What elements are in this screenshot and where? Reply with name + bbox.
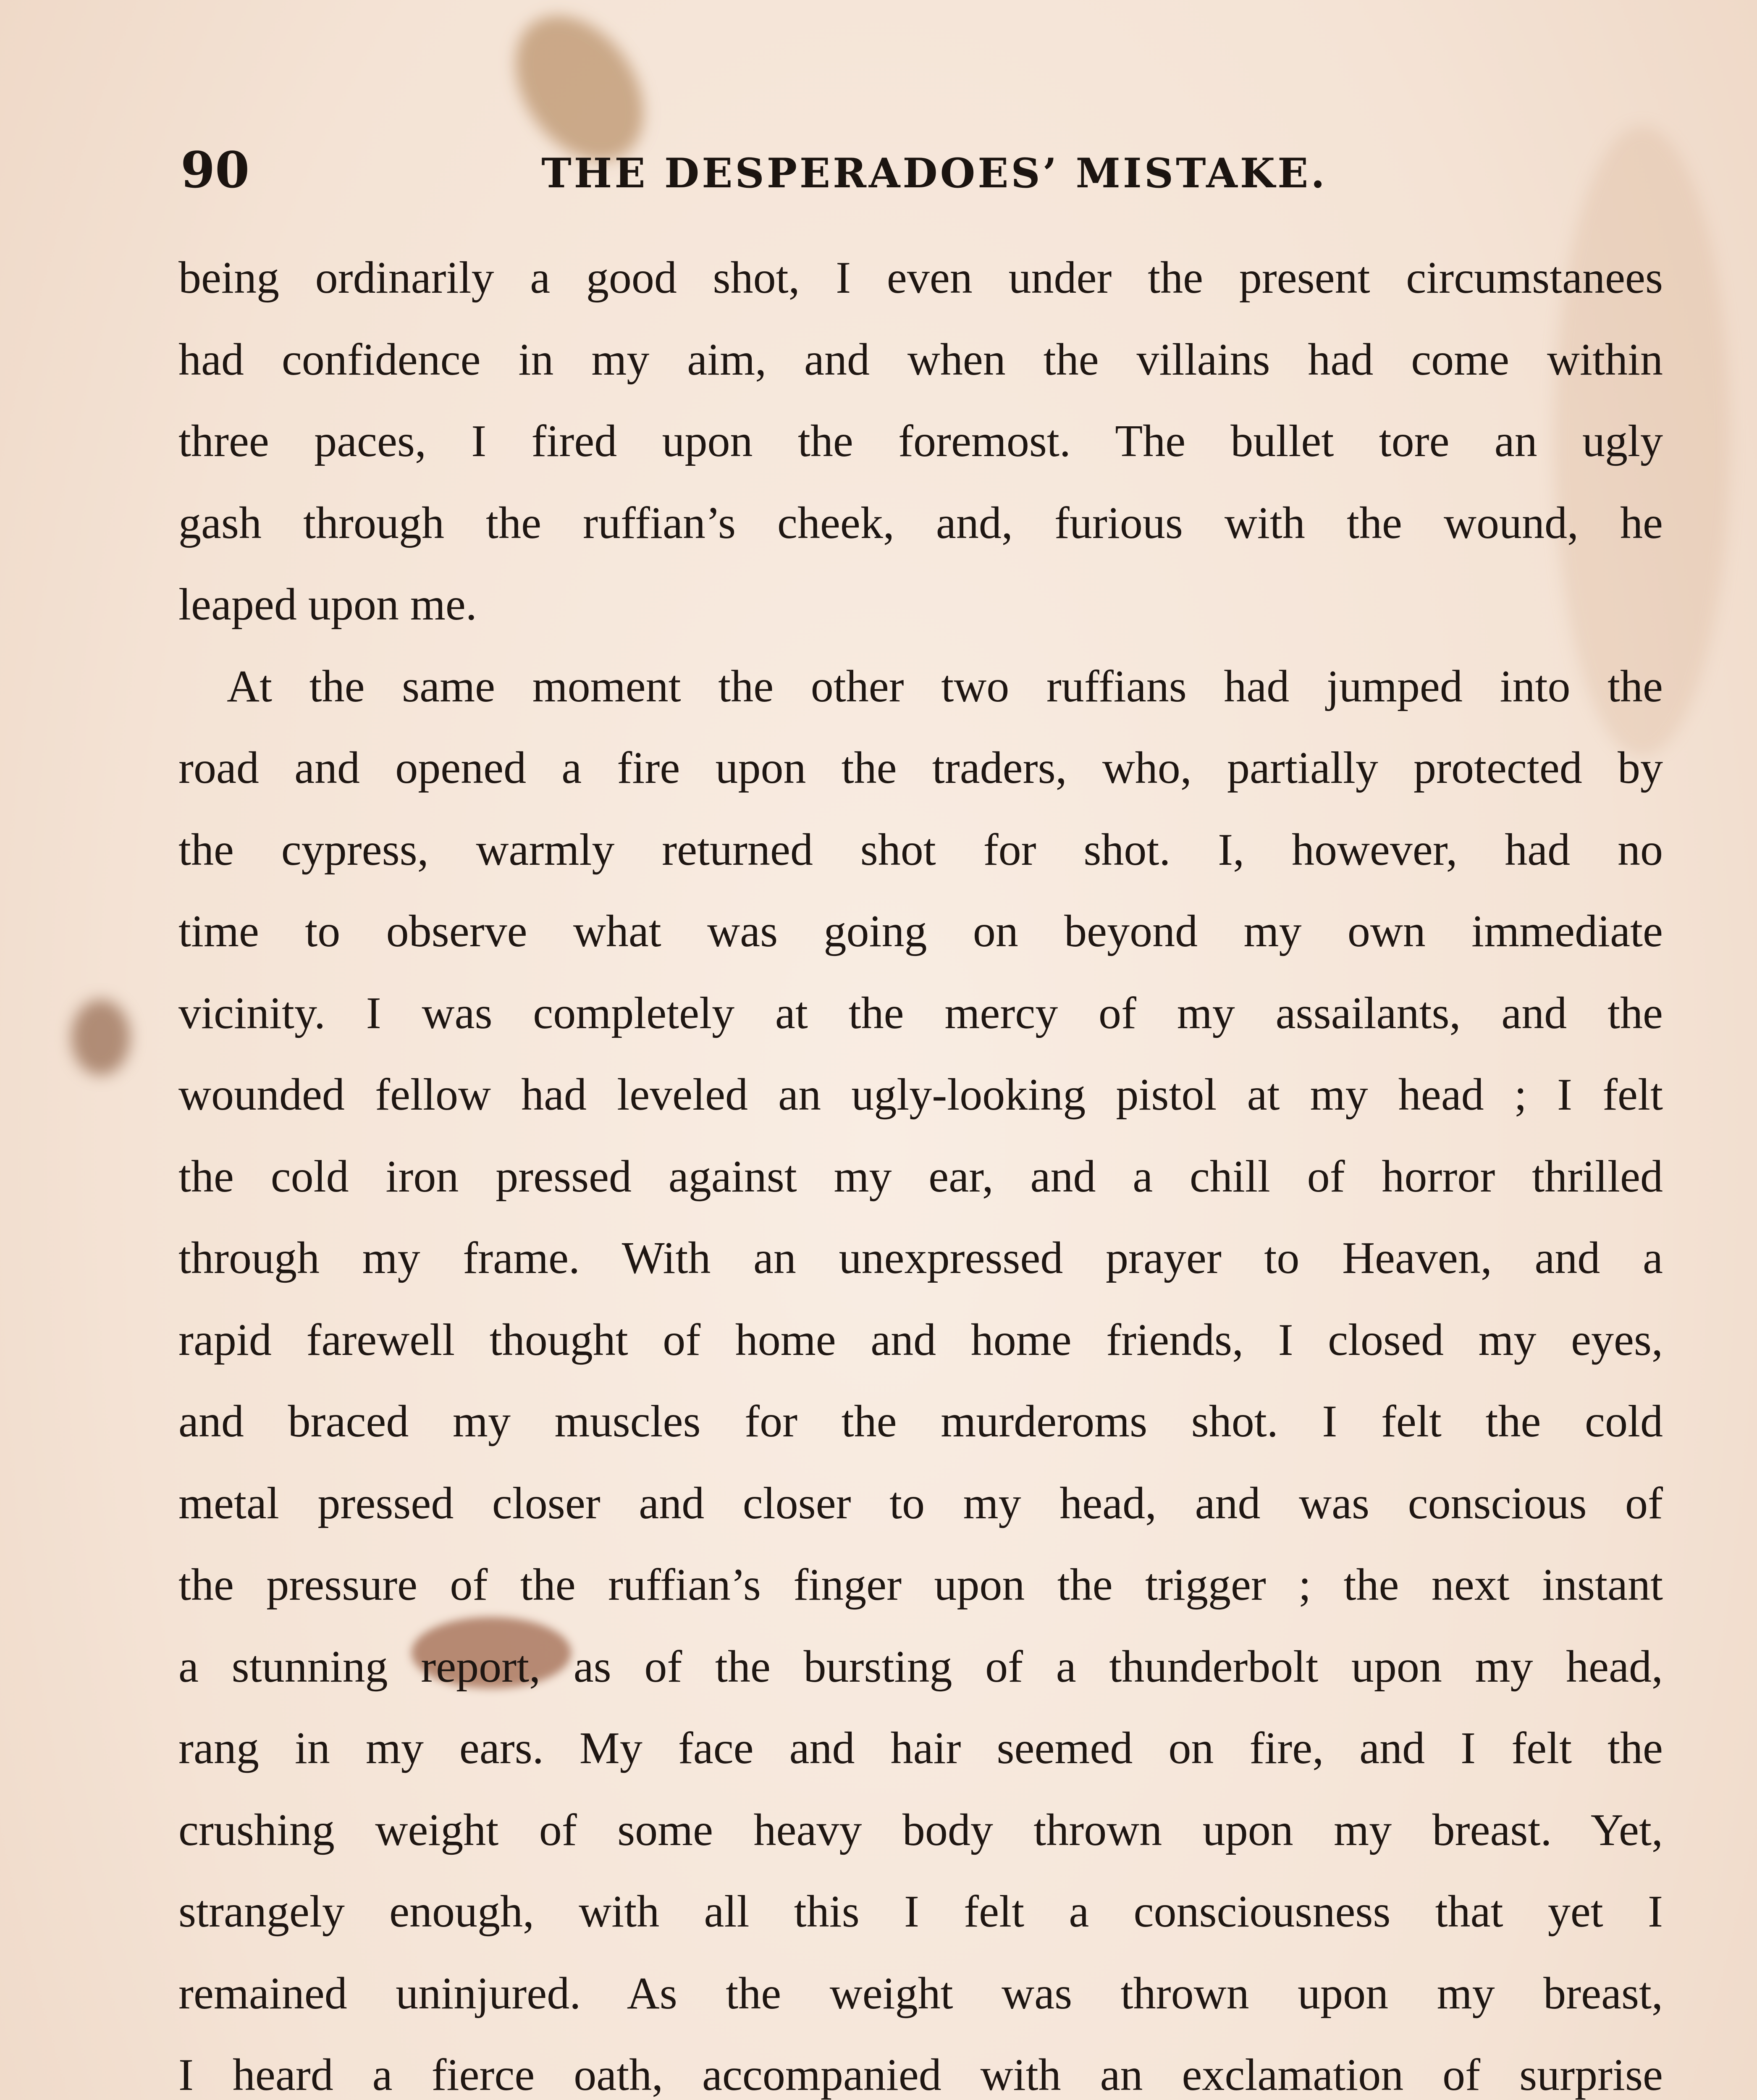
text-line: and braced my muscles for the murderoms shot. I felt the cold (178, 1396, 1663, 1446)
text-line: At the same moment the other two ruffians had jumped into the (227, 661, 1663, 711)
body-text (178, 237, 1663, 2100)
text-line: crushing weight of some heavy body thrown upon my breast. Yet, (178, 1805, 1663, 1855)
text-line: three paces, I fired upon the foremost. The bullet tore an ugly (178, 416, 1663, 466)
stain-mark (71, 1000, 130, 1075)
text-line: the pressure of the ruffian’s finger upon the trigger ; the next instant (178, 1560, 1663, 1610)
page-header (181, 139, 1663, 202)
text-line: gash through the ruffian’s cheek, and, furious with the wound, he (178, 498, 1663, 548)
text-line: time to observe what was going on beyond my own immediate (178, 906, 1663, 956)
text-line: vicinity. I was completely at the mercy of my assailants, and the (178, 988, 1663, 1038)
text-line: the cold iron pressed against my ear, and a chill of horror thrilled (178, 1151, 1663, 1202)
text-line: road and opened a fire upon the traders, who, partially protected by (178, 743, 1663, 793)
text-line: rapid farewell thought of home and home friends, I closed my eyes, (178, 1315, 1663, 1365)
text-line: I heard a fierce oath, accompanied with an exclamation of surprise (178, 2050, 1663, 2100)
text-line: strangely enough, with all this I felt a consciousness that yet I (178, 1887, 1663, 1937)
text-line: being ordinarily a good shot, I even under the present circumstanees (178, 253, 1663, 303)
text-line: rang in my ears. My face and hair seemed on fire, and I felt the (178, 1723, 1663, 1773)
text-line: wounded fellow had leveled an ugly-looking pistol at my head ; I felt (178, 1070, 1663, 1120)
text-line: a stunning report, as of the bursting of a thunderbolt upon my head, (178, 1641, 1663, 1692)
text-line: through my frame. With an unexpressed prayer to Heaven, and a (178, 1233, 1663, 1283)
text-line: leaped upon me. (178, 580, 477, 630)
text-line: had confidence in my aim, and when the villains had come within (178, 334, 1663, 385)
text-line: metal pressed closer and closer to my head, and was conscious of (178, 1478, 1663, 1528)
running-head: THE DESPERADOES’ MISTAKE. (541, 150, 1327, 197)
page-number: 90 (181, 141, 250, 199)
text-line: remained uninjured. As the weight was thrown upon my breast, (178, 1968, 1663, 2019)
text-line: the cypress, warmly returned shot for shot. I, however, had no (178, 824, 1663, 875)
